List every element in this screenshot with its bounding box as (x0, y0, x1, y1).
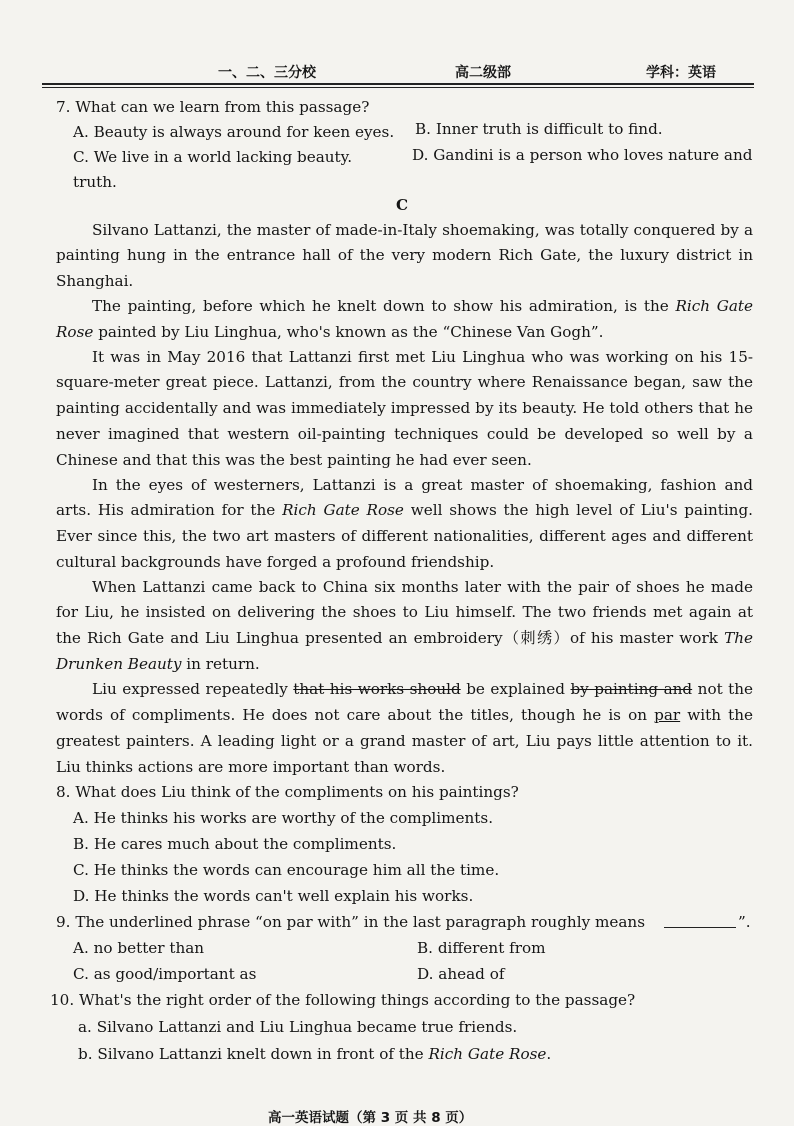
p2-line-2: Rose painted by Liu Linghua, who's known as the “Chinese Van Gogh”. (56, 323, 604, 341)
q7-option-d-cont: truth. (73, 173, 117, 191)
q8-stem: 8. What does Liu think of the compliments on his paintings? (56, 783, 519, 801)
p2-line-1: The painting, before which he knelt down to show his admiration, is the Rich Gate (92, 297, 754, 315)
p6-line-3: greatest painters. A leading light or a grand master of art, Liu pays little attention to it. (56, 732, 753, 750)
section-title: C (396, 196, 409, 214)
q9-option-c: C. as good/important as (73, 965, 257, 983)
p5-line-2: for Liu, he insisted on delivering the shoes to Liu himself. The two friends met again at (56, 603, 753, 621)
p3-line-3: painting accidentally and was immediately impressed by its beauty. He told others that he (56, 399, 753, 417)
q7-stem: 7. What can we learn from this passage? (56, 98, 370, 116)
q9-option-d: D. ahead of (417, 965, 505, 983)
p1-line-2: painting hung in the entrance hall of the very modern Rich Gate, the luxury district in (56, 246, 753, 264)
q8-option-d: D. He thinks the words can't well explain his works. (73, 887, 474, 905)
q10-item-b: b. Silvano Lattanzi knelt down in front of the Rich Gate Rose. (78, 1045, 552, 1063)
p6-line-4: Liu thinks actions are more important than words. (56, 758, 446, 776)
q9-answer-blank[interactable] (664, 913, 736, 932)
header-grade: 高二级部 (455, 65, 511, 81)
p5-line-4: Drunken Beauty in return. (56, 655, 260, 673)
p6-line-1: Liu expressed repeatedly that his works should be explained by painting and not the (92, 680, 754, 698)
underlined-phrase: par (654, 706, 681, 724)
q7-option-a: A. Beauty is always around for keen eyes. (73, 123, 395, 141)
q10-stem: 10. What's the right order of the following things according to the passage? (50, 991, 636, 1009)
header-subject: 学科：英语 (646, 65, 716, 81)
q8-option-a: A. He thinks his works are worthy of the compliments. (73, 809, 494, 827)
header-rule-thin (42, 87, 754, 88)
q7-option-c: C. We live in a world lacking beauty. (73, 148, 353, 166)
q9-stem-end: ”. (738, 913, 751, 931)
q8-option-c: C. He thinks the words can encourage him all the time. (73, 861, 500, 879)
p6-line-2: words of compliments. He does not care about the titles, though he is on par with the (56, 706, 753, 724)
p4-line-1: In the eyes of westerners, Lattanzi is a great master of shoemaking, fashion and (92, 476, 753, 494)
q8-option-b: B. He cares much about the compliments. (73, 835, 397, 853)
p1-line-1: Silvano Lattanzi, the master of made-in-Italy shoemaking, was totally conquered by a (92, 221, 753, 239)
p4-line-3: Ever since this, the two art masters of different nationalities, different ages and different (56, 527, 753, 545)
footer-page-info: 高一英语试题（第 3 页 共 8 页） (268, 1110, 473, 1126)
p5-line-3: the Rich Gate and Liu Linghua presented an embroidery（刺绣）of his master work The (56, 629, 753, 647)
p5-line-1: When Lattanzi came back to China six months later with the pair of shoes he made (92, 578, 753, 596)
q9-option-b: B. different from (417, 939, 546, 957)
q7-option-d: D. Gandini is a person who loves nature and (412, 146, 753, 164)
p3-line-4: never imagined that western oil-painting techniques could be developed so well by a (56, 425, 753, 443)
p3-line-2: square-meter great piece. Lattanzi, from the country where Renaissance began, saw the (56, 373, 753, 391)
p1-line-3: Shanghai. (56, 272, 134, 290)
p4-line-4: cultural backgrounds have forged a profound friendship. (56, 553, 495, 571)
header-rule (42, 83, 754, 85)
q10-item-a: a. Silvano Lattanzi and Liu Linghua became true friends. (78, 1018, 518, 1036)
q9-stem: 9. The underlined phrase “on par with” in the last paragraph roughly means (56, 913, 645, 931)
p3-line-5: Chinese and that this was the best painting he had ever seen. (56, 451, 532, 469)
header-school: 一、二、三分校 (218, 65, 316, 81)
q7-option-b: B. Inner truth is difficult to find. (415, 120, 663, 138)
p3-line-1: It was in May 2016 that Lattanzi first met Liu Linghua who was working on his 15- (92, 348, 753, 366)
p4-line-2: arts. His admiration for the Rich Gate Rose well shows the high level of Liu's painting. (56, 501, 754, 519)
q9-option-a: A. no better than (73, 939, 205, 957)
